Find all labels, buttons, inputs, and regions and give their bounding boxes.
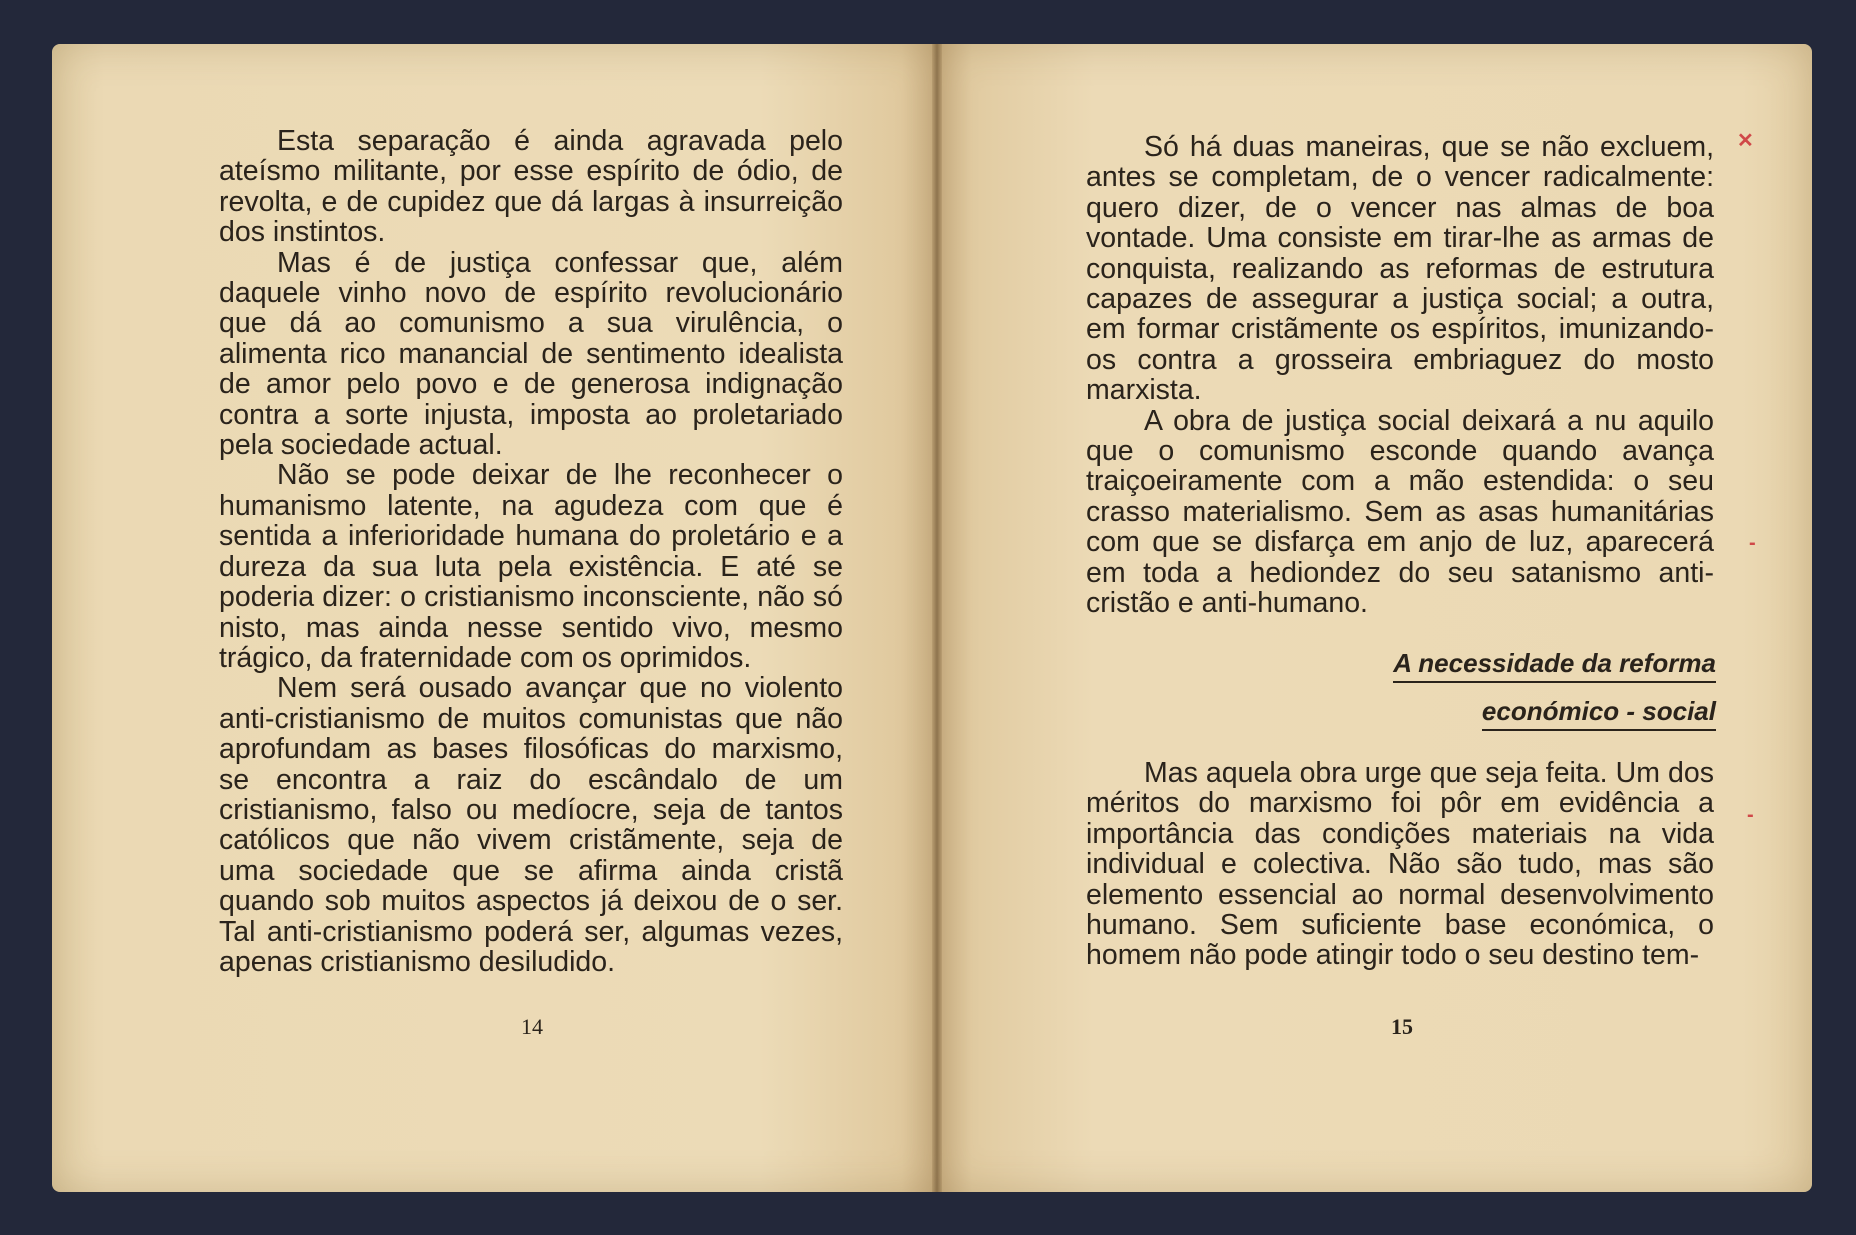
right-page	[937, 44, 1812, 1192]
paragraph: Esta separação é ainda agravada pelo ateísmo militante, por esse espírito de ódio, de revolta, e de cupidez que dá largas à insurreição dos instintos.	[219, 125, 843, 249]
paragraph: Nem será ousado avançar que no violento anti-cristianismo de muitos comunistas que não aprofundam as bases filosóficas do marxismo, se encontra a raiz do escândalo de um cristianismo, falso ou medíocre, seja de tantos católicos que não vivem cristãmente, seja de uma sociedade que se afirma ainda cristã quando sob muitos aspectos já deixou de o ser. Tal anti-cristianismo poderá ser, algumas vezes, apenas cristianismo desiludido.	[219, 672, 843, 978]
paragraph: Não se pode deixar de lhe reconhecer o humanismo latente, na agudeza com que é sentida a inferioridade humana do proletário e a dureza da sua luta pela existência. E até se poderia dizer: o cristianismo inconsciente, não só nisto, mas ainda nesse sentido vivo, mesmo trágico, da fraternidade com os oprimidos.	[219, 459, 843, 674]
right-page-text-bottom	[1086, 758, 1714, 971]
page-number: 15	[1391, 1014, 1413, 1039]
open-book	[52, 44, 1812, 1192]
section-heading-line-2: económico - social	[1482, 696, 1716, 731]
left-page-text	[219, 126, 843, 977]
book-gutter	[932, 44, 942, 1192]
right-page-text-top	[1086, 132, 1714, 619]
section-heading-line-1: A necessidade da reforma	[1393, 648, 1716, 683]
pencil-tick-icon: -	[1747, 804, 1754, 826]
paragraph: A obra de justiça social deixará a nu aquilo que o comunismo esconde quando avança traiçoeiramente com a mão estendida: o seu crasso materialismo. Sem as asas humanitárias com que se disfarça em anjo de luz, aparecerá em toda a hediondez do seu satanismo anti-cristão e anti-humano.	[1086, 404, 1714, 620]
page-number: 14	[521, 1014, 543, 1039]
pencil-mark-icon: ✕	[1737, 130, 1754, 152]
paragraph: Mas é de justiça confessar que, além daquele vinho novo de espírito revolucionário que dá ao comunismo a sua virulência, o alimenta rico manancial de sentimento idealista de amor pelo povo e de generosa indignação contra a sorte injusta, imposta ao proletariado pela sociedade actual.	[219, 246, 843, 462]
pencil-tick-icon: -	[1749, 532, 1756, 554]
paragraph: Mas aquela obra urge que seja feita. Um dos méritos do marxismo foi pôr em evidência a importância das condições materiais na vida individual e colectiva. Não são tudo, mas são elemento essencial ao normal desenvolvimento humano. Sem suficiente base económica, o homem não pode atingir todo o seu destino tem-	[1086, 757, 1714, 972]
paragraph: Só há duas maneiras, que se não excluem, antes se completam, de o vencer radicalmente: quero dizer, de o vencer nas almas de boa vontade. Uma consiste em tirar-lhe as armas de conquista, realizando as reformas de estrutura capazes de assegurar a justiça social; a outra, em formar cristãmente os espíritos, imunizando-os contra a grosseira embriaguez do mosto marxista.	[1086, 131, 1714, 407]
left-page	[52, 44, 937, 1192]
